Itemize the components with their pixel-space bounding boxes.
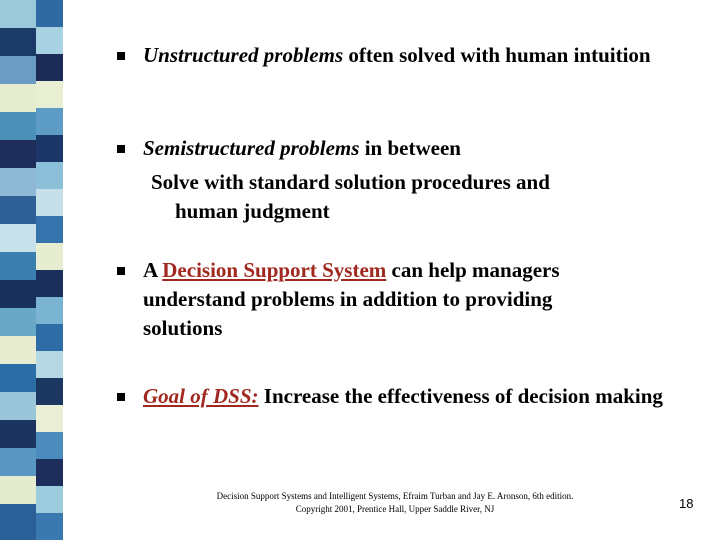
bullet-marker bbox=[117, 393, 125, 401]
footer-line-2: Copyright 2001, Prentice Hall, Upper Saddle River, NJ bbox=[295, 504, 495, 514]
bullet-3-text bbox=[143, 256, 633, 343]
bullet-4-post: Increase the effectiveness of decision making bbox=[258, 384, 663, 408]
bullet-1-emphasis: Unstructured problems bbox=[143, 43, 344, 67]
bullet-3-pre: A bbox=[143, 258, 163, 282]
bullet-1-text bbox=[143, 41, 663, 70]
bullet-2-subline-1: Solve with standard solution procedures and bbox=[151, 170, 550, 194]
bullet-4-text bbox=[143, 382, 663, 411]
bullet-marker bbox=[117, 52, 125, 60]
bullet-2-rest: in between bbox=[359, 136, 461, 160]
bullet-2-text bbox=[143, 134, 683, 163]
dss-link[interactable]: Decision Support System bbox=[162, 258, 387, 282]
goal-of-dss-link[interactable]: Goal of DSS: bbox=[143, 384, 259, 408]
bullet-3-post: can help managers understand problems in addition to providing solutions bbox=[143, 258, 560, 340]
bullet-1-rest: often solved with human intuition bbox=[343, 43, 651, 67]
page-number: 18 bbox=[679, 496, 694, 511]
decorative-stripe bbox=[0, 0, 64, 540]
bullet-2-emphasis: Semistructured problems bbox=[143, 136, 360, 160]
bullet-2-subline-2: human judgment bbox=[175, 199, 330, 223]
footer-citation bbox=[180, 490, 610, 516]
bullet-marker bbox=[117, 145, 125, 153]
bullet-marker bbox=[117, 267, 125, 275]
footer-line-1: Decision Support Systems and Intelligent Systems, Efraim Turban and Jay E. Aronson, 6th edition. bbox=[216, 491, 574, 501]
